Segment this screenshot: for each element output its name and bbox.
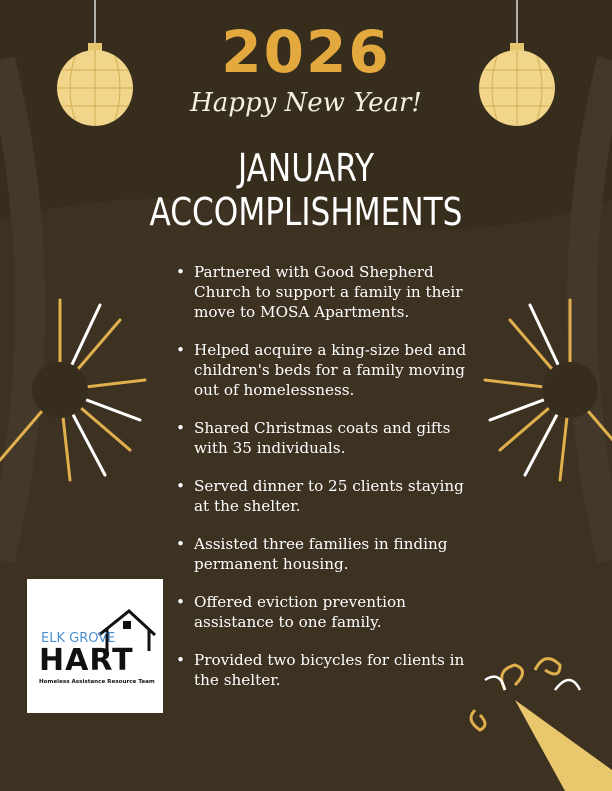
party-popper-icon <box>455 640 612 791</box>
list-item: • Assisted three families in finding permanent housing. <box>174 534 474 574</box>
logo-hart: HART <box>39 643 134 678</box>
firework-left-icon <box>0 290 160 490</box>
list-item: • Served dinner to 25 clients staying at the shelter. <box>174 476 474 516</box>
list-item: • Shared Christmas coats and gifts with 35 individuals. <box>174 418 474 458</box>
title-line-1: JANUARY <box>237 146 375 190</box>
greeting-heading: Happy New Year! <box>190 88 422 118</box>
list-item: • Helped acquire a king-size bed and children's beds for a family moving out of homelessness. <box>174 340 474 400</box>
accomplishments-list <box>174 262 474 708</box>
list-item: • Offered eviction prevention assistance to one family. <box>174 592 474 632</box>
logo-elk-grove: ELK GROVE <box>41 631 116 646</box>
firework-right-icon <box>470 290 612 490</box>
year-heading: 2026 <box>221 18 391 86</box>
logo-subtitle: Homeless Assistance Resource Team <box>39 679 155 685</box>
list-item: • Partnered with Good Shepherd Church to support a family in their move to MOSA Apartments. <box>174 262 474 322</box>
page-title <box>55 146 557 234</box>
elk-grove-hart-logo <box>27 579 163 713</box>
list-item: • Provided two bicycles for clients in the shelter. <box>174 650 474 690</box>
title-line-2: ACCOMPLISHMENTS <box>149 190 463 234</box>
